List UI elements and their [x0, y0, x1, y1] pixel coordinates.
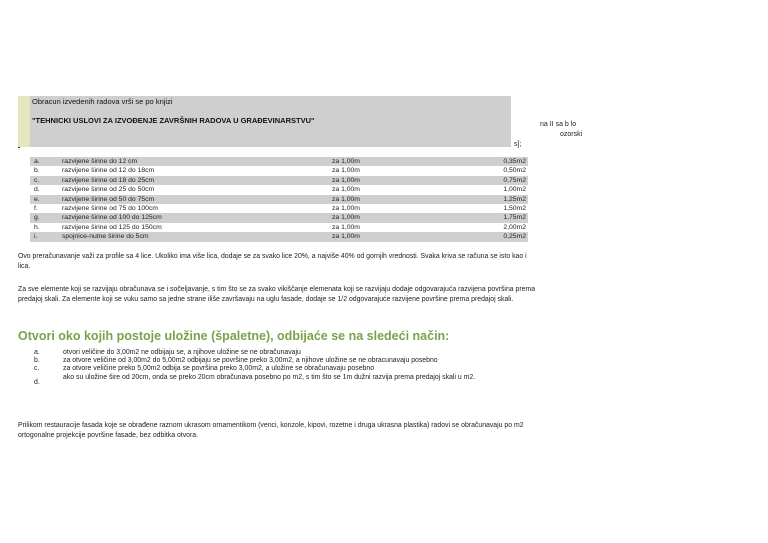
- table-row: [30, 213, 528, 222]
- header-banner: [18, 96, 511, 147]
- list-item-label: b.: [34, 357, 40, 365]
- row-per-unit: za 1,00m: [332, 233, 360, 241]
- list-item: [18, 373, 548, 386]
- row-per-unit: za 1,00m: [332, 223, 360, 231]
- hidden-fragment: ozorski: [560, 131, 583, 138]
- row-label: i.: [34, 233, 38, 241]
- row-description: razvijene širine od 50 do 75cm: [62, 195, 155, 203]
- list-item-label: a.: [34, 349, 40, 356]
- conversion-table: [30, 157, 528, 242]
- table-row: [30, 232, 528, 241]
- banner-line-2: "TEHNICKI USLOVI ZA IZVOĐENJE ZAVRŠNIH RADOVA U GRAĐEVINARSTVU": [32, 116, 315, 125]
- list-item: [18, 365, 548, 373]
- list-item-text: otvori veličine do 3,00m2 ne odbijaju se, a njihove uložine se ne obračunavaju: [63, 349, 301, 356]
- hidden-fragment: na II sa b lo: [540, 121, 577, 128]
- paragraph-restoration: Prilikom restauracije fasada koje se obrađene raznom ukrasom ornamentikom (venci, konzole, kipovi, rozetne i druga ukrasna plastika) radovi se obračunavaju po m2 ortogonalne projekcije površine fasade, bez odbitka otvora.: [18, 422, 524, 439]
- table-row: [30, 176, 528, 185]
- list-item-label: c.: [34, 365, 40, 373]
- row-description: razvijene širine od 12 do 18cm: [62, 167, 155, 175]
- table-row: [30, 185, 528, 194]
- table-row: [30, 204, 528, 213]
- row-value: 1,00m2: [503, 186, 526, 194]
- row-value: 1,75m2: [503, 214, 526, 222]
- row-per-unit: za 1,00m: [332, 195, 360, 203]
- row-per-unit: za 1,00m: [332, 176, 360, 184]
- table-row: [30, 223, 528, 232]
- row-label: g.: [34, 214, 40, 222]
- row-per-unit: za 1,00m: [332, 214, 360, 222]
- table-row: [30, 195, 528, 204]
- row-label: c.: [34, 176, 40, 184]
- openings-list: [18, 349, 548, 386]
- paragraph-profiles: Ovo preračunavanje važi za profile sa 4 lice. Ukoliko ima više lica, dodaje se za svako lice 20%, a najviše 40% od gornjih vrednosti. Svaka kriva se računa se isto kao i lica.: [18, 253, 527, 270]
- row-per-unit: za 1,00m: [332, 204, 360, 212]
- row-label: h.: [34, 223, 40, 231]
- row-label: f.: [34, 204, 38, 212]
- row-description: spojnice-nutne širine do 5cm: [62, 233, 149, 241]
- row-description: razvijene širine do 12 cm: [62, 158, 138, 165]
- row-label: d.: [34, 186, 40, 194]
- row-description: razvijene širine od 25 do 50cm: [62, 186, 155, 194]
- list-item-text: ako su uložine šire od 20cm, onda se preko 20cm obračunava posebno po m2, s tim što se 1m dužni razvija prema predajoj skali u m2.: [63, 373, 476, 381]
- hidden-fragment: s];: [514, 141, 522, 148]
- list-item: [18, 357, 548, 365]
- row-value: 1,50m2: [503, 204, 526, 212]
- row-description: razvijene širine od 100 do 125cm: [62, 214, 162, 222]
- banner-strip: [18, 96, 30, 147]
- row-value: 0,25m2: [503, 233, 526, 241]
- row-description: razvijene širine od 18 do 25cm: [62, 176, 155, 184]
- row-description: razvijene širine od 75 do 100cm: [62, 204, 158, 212]
- list-item: [18, 349, 548, 357]
- banner-line-1: Obracun izvedenih radova vrši se po knjizi: [32, 97, 173, 106]
- row-label: e.: [34, 195, 40, 203]
- row-value: 2,00m2: [503, 223, 526, 231]
- row-per-unit: za 1,00m: [332, 158, 360, 165]
- list-item-label: d.: [34, 378, 40, 386]
- list-item-text: za otvore veličine od 3,00m2 do 5,00m2 odbijaju se površine preko 3,00m2, a njihove uložine se ne obracunavaju posebno: [63, 357, 438, 365]
- paragraph-elements: Za sve elemente koji se razvijaju obračunava se i sočeljavanje, s tim što se za svako vikiščanje elemenata koji se razvijaju dodaje odgovarajuća razvijena površina prema predajoj skali. Za elemente koji se vuku samo sa jedne strane iliše završavaju na uglu fasade, dodaje se 1/2 odgovarajuće razvijene površine prema predajoj skali.: [18, 286, 536, 303]
- row-per-unit: za 1,00m: [332, 167, 360, 175]
- list-item-text: za otvore veličine preko 5,00m2 odbija se površina preko 3,00m2, a uložine se obračunavaju posebno: [63, 365, 375, 373]
- row-value: 1,25m2: [503, 195, 526, 203]
- row-description: razvijene širine od 125 do 150cm: [62, 223, 162, 231]
- row-value: 0,75m2: [503, 176, 526, 184]
- row-value: 0,35m2: [503, 158, 526, 165]
- table-row: [30, 157, 528, 166]
- table-row: [30, 166, 528, 175]
- row-label: a.: [34, 158, 40, 165]
- row-label: b.: [34, 167, 40, 175]
- row-per-unit: za 1,00m: [332, 186, 360, 194]
- section-heading: Otvori oko kojih postoje uložine (špaletne), odbijaće se na sledeći način:: [18, 329, 450, 343]
- row-value: 0,50m2: [503, 167, 526, 175]
